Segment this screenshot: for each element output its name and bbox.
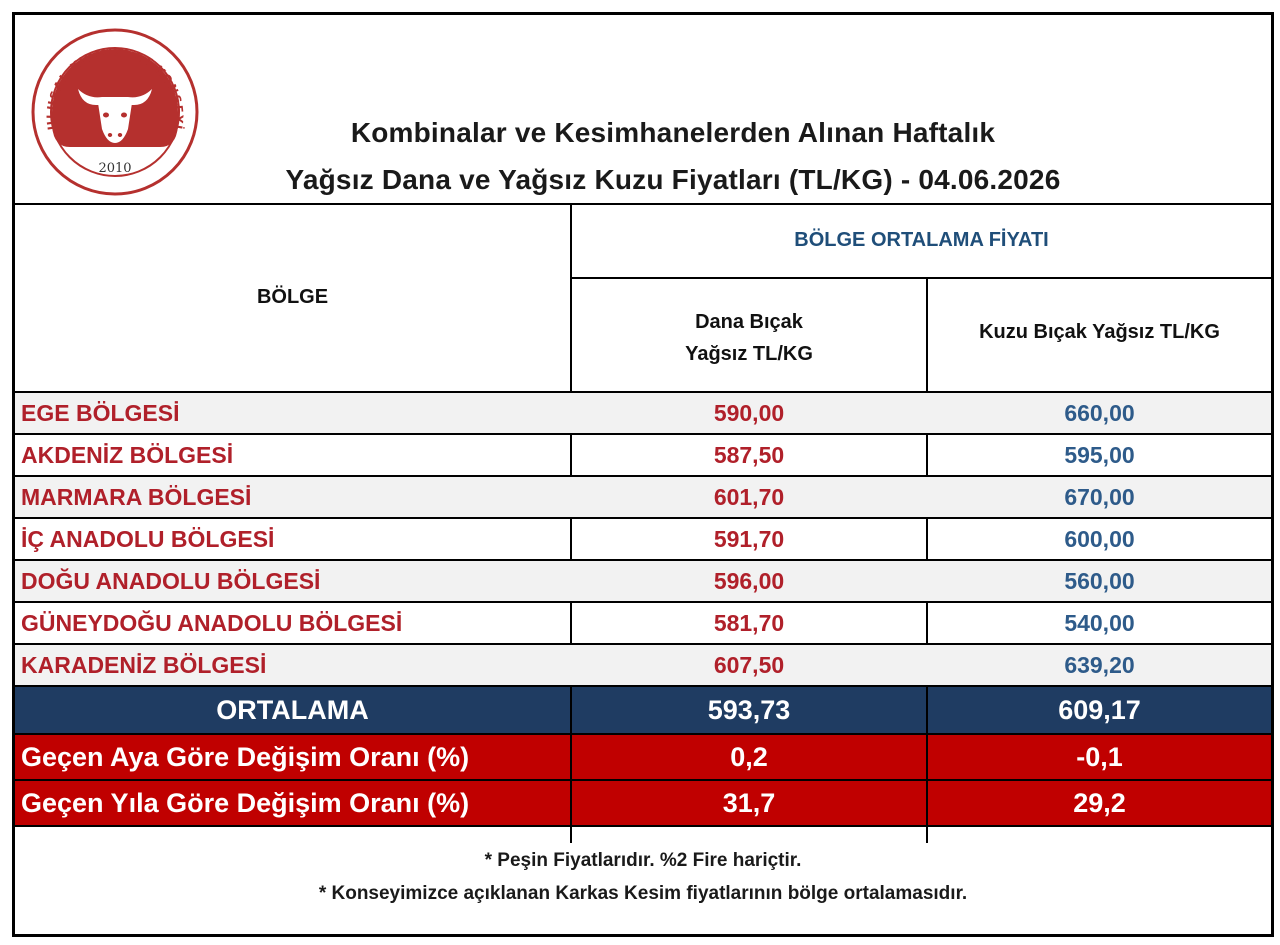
column-header-dana-line2: Yağsız TL/KG xyxy=(685,343,813,365)
region-name: DOĞU ANADOLU BÖLGESİ xyxy=(21,567,321,594)
dana-price: 581,70 xyxy=(713,609,785,636)
region-name: İÇ ANADOLU BÖLGESİ xyxy=(21,525,275,552)
region-name: KARADENİZ BÖLGESİ xyxy=(21,651,267,678)
kuzu-price: 639,20 xyxy=(1064,651,1135,678)
monthly-change-dana: 0,2 xyxy=(730,741,768,772)
kuzu-price: 540,00 xyxy=(1064,609,1135,636)
average-row xyxy=(15,687,1271,733)
average-label: ORTALAMA xyxy=(216,694,369,725)
average-kuzu-price: 609,17 xyxy=(1058,694,1141,725)
price-report-frame xyxy=(12,12,1274,937)
table-row xyxy=(15,435,1271,475)
kuzu-price: 600,00 xyxy=(1064,525,1135,552)
column-group-header-average-price: BÖLGE ORTALAMA FİYATI xyxy=(794,228,1049,251)
region-name: EGE BÖLGESİ xyxy=(21,399,180,426)
column-header-kuzu: Kuzu Bıçak Yağsız TL/KG xyxy=(979,321,1220,343)
dana-price: 596,00 xyxy=(713,567,785,594)
yearly-change-kuzu: 29,2 xyxy=(1073,787,1126,818)
monthly-change-label: Geçen Aya Göre Değişim Oranı (%) xyxy=(21,741,470,772)
region-name: GÜNEYDOĞU ANADOLU BÖLGESİ xyxy=(21,609,403,636)
table-row xyxy=(15,561,1271,601)
kuzu-price: 595,00 xyxy=(1064,441,1135,468)
footnote-cash-price: * Peşin Fiyatlarıdır. %2 Fire hariçtir. xyxy=(484,850,802,871)
logo-ring-text: ULUSAL KIRMIZI ET KONSEYİ xyxy=(43,44,187,132)
table-row xyxy=(15,519,1271,559)
yearly-change-dana: 31,7 xyxy=(722,787,776,818)
table-row xyxy=(15,645,1271,685)
column-header-dana-line1: Dana Bıçak xyxy=(695,311,803,333)
kuzu-price: 660,00 xyxy=(1064,399,1135,426)
yearly-change-label: Geçen Yıla Göre Değişim Oranı (%) xyxy=(21,787,470,818)
dana-price: 591,70 xyxy=(713,525,785,552)
column-header-dana xyxy=(572,279,926,391)
footnote-carcass-average: * Konseyimizce açıklanan Karkas Kesim fiyatlarının bölge ortalamasıdır. xyxy=(318,883,968,904)
dana-price: 587,50 xyxy=(713,441,785,468)
kuzu-price: 560,00 xyxy=(1064,567,1135,594)
region-name: MARMARA BÖLGESİ xyxy=(21,483,252,510)
dana-price: 601,70 xyxy=(713,483,785,510)
table-row xyxy=(15,603,1271,643)
logo-year: 2010 xyxy=(98,161,132,176)
monthly-change-kuzu: -0,1 xyxy=(1076,741,1123,772)
kuzu-price: 670,00 xyxy=(1064,483,1135,510)
monthly-change-row xyxy=(15,735,1271,779)
table-row xyxy=(15,393,1271,433)
table-row xyxy=(15,477,1271,517)
report-title-line2: Yağsız Dana ve Yağsız Kuzu Fiyatları (TL/KG) - 04.06.2026 xyxy=(285,164,1061,195)
dana-price: 590,00 xyxy=(713,399,785,426)
yearly-change-row xyxy=(15,781,1271,825)
report-title-line1: Kombinalar ve Kesimhanelerden Alınan Haftalık xyxy=(350,117,996,148)
dana-price: 607,50 xyxy=(713,651,785,678)
column-header-region: BÖLGE xyxy=(256,285,329,308)
average-dana-price: 593,73 xyxy=(707,694,791,725)
report-header xyxy=(15,15,1271,205)
region-name: AKDENİZ BÖLGESİ xyxy=(21,441,234,468)
